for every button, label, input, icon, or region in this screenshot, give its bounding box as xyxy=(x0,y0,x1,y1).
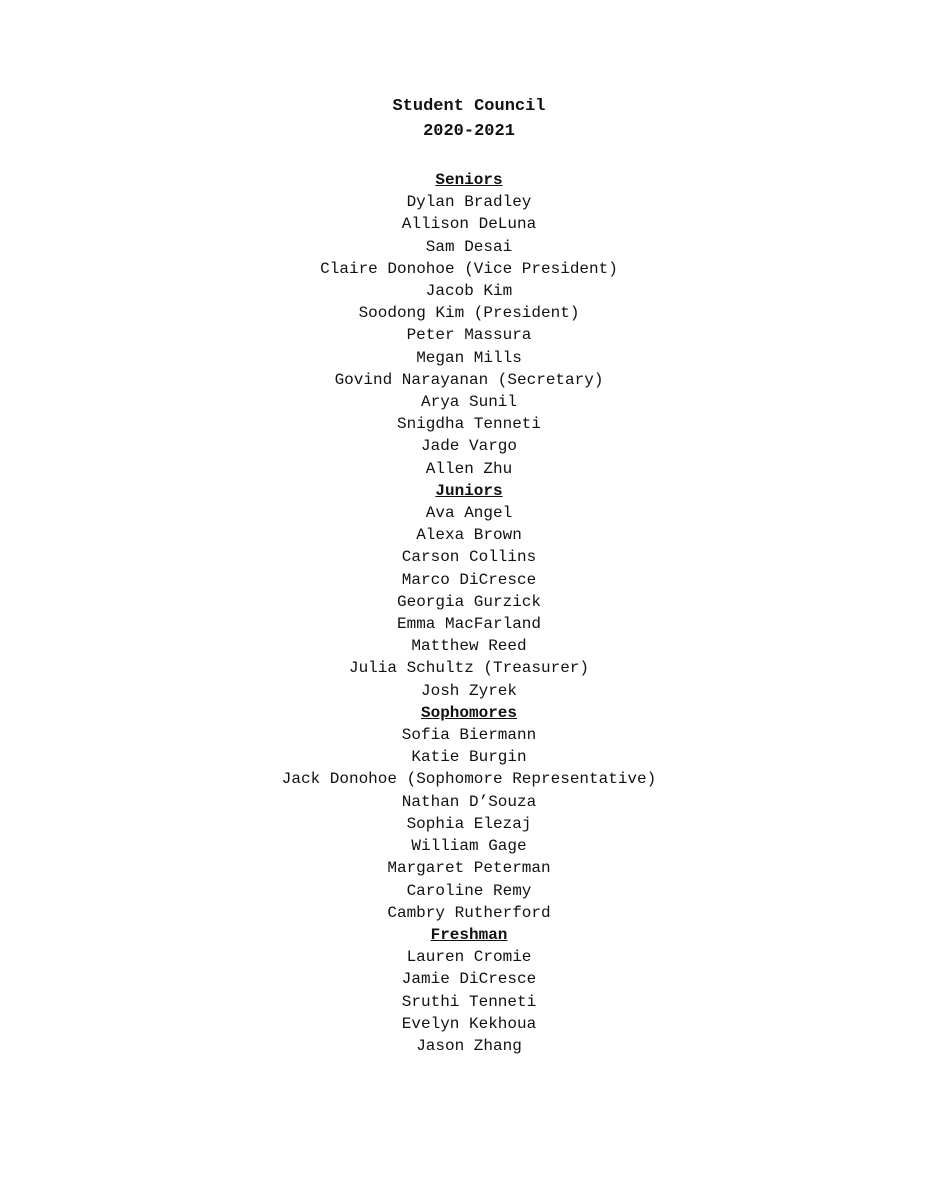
member-name: Jack Donohoe (Sophomore Representative) xyxy=(281,770,657,789)
member-name: Jacob Kim xyxy=(425,282,513,301)
member-name: Carson Collins xyxy=(401,548,537,567)
document-year: 2020-2021 xyxy=(423,122,515,141)
member-name: Alexa Brown xyxy=(416,526,522,545)
roster xyxy=(0,169,938,1057)
section-heading: Seniors xyxy=(435,171,503,189)
member-name: Caroline Remy xyxy=(406,881,532,900)
section-heading: Juniors xyxy=(435,481,503,500)
document-title: Student Council xyxy=(392,97,546,116)
member-name: Allison DeLuna xyxy=(401,215,537,234)
section-sophomores xyxy=(0,702,938,924)
member-name: Margaret Peterman xyxy=(387,859,551,878)
member-name: Emma MacFarland xyxy=(396,615,542,634)
member-name: Matthew Reed xyxy=(411,637,527,656)
member-name: William Gage xyxy=(411,837,527,856)
member-name: Sruthi Tenneti xyxy=(401,992,537,1011)
member-name: Peter Massura xyxy=(406,326,532,345)
member-name: Sam Desai xyxy=(425,237,513,256)
member-name: Snigdha Tenneti xyxy=(396,415,542,434)
section-seniors xyxy=(0,169,938,480)
member-name: Marco DiCresce xyxy=(401,570,537,589)
member-name: Julia Schultz (Treasurer) xyxy=(348,659,590,678)
member-name: Soodong Kim (President) xyxy=(358,304,580,323)
member-name: Sophia Elezaj xyxy=(406,814,532,833)
member-name: Claire Donohoe (Vice President) xyxy=(320,259,618,278)
member-name: Allen Zhu xyxy=(425,459,513,478)
section-freshman xyxy=(0,924,938,1057)
member-name: Dylan Bradley xyxy=(406,193,532,212)
member-name: Ava Angel xyxy=(425,504,513,523)
member-name: Sofia Biermann xyxy=(401,726,537,745)
member-name: Jamie DiCresce xyxy=(401,970,537,989)
member-name: Evelyn Kekhoua xyxy=(401,1014,537,1033)
section-juniors xyxy=(0,480,938,702)
section-heading: Sophomores xyxy=(420,703,517,722)
member-name: Megan Mills xyxy=(416,348,522,367)
member-name: Arya Sunil xyxy=(420,393,517,412)
member-name: Lauren Cromie xyxy=(406,948,532,967)
member-name: Katie Burgin xyxy=(411,748,527,767)
member-name: Cambry Rutherford xyxy=(387,903,551,922)
title-block xyxy=(0,94,938,144)
member-name: Nathan D’Souza xyxy=(401,792,537,811)
member-name: Jade Vargo xyxy=(420,437,517,456)
member-name: Jason Zhang xyxy=(416,1036,522,1055)
member-name: Govind Narayanan (Secretary) xyxy=(334,370,604,389)
member-name: Josh Zyrek xyxy=(420,681,517,700)
member-name: Georgia Gurzick xyxy=(396,592,542,611)
section-heading: Freshman xyxy=(430,925,508,944)
